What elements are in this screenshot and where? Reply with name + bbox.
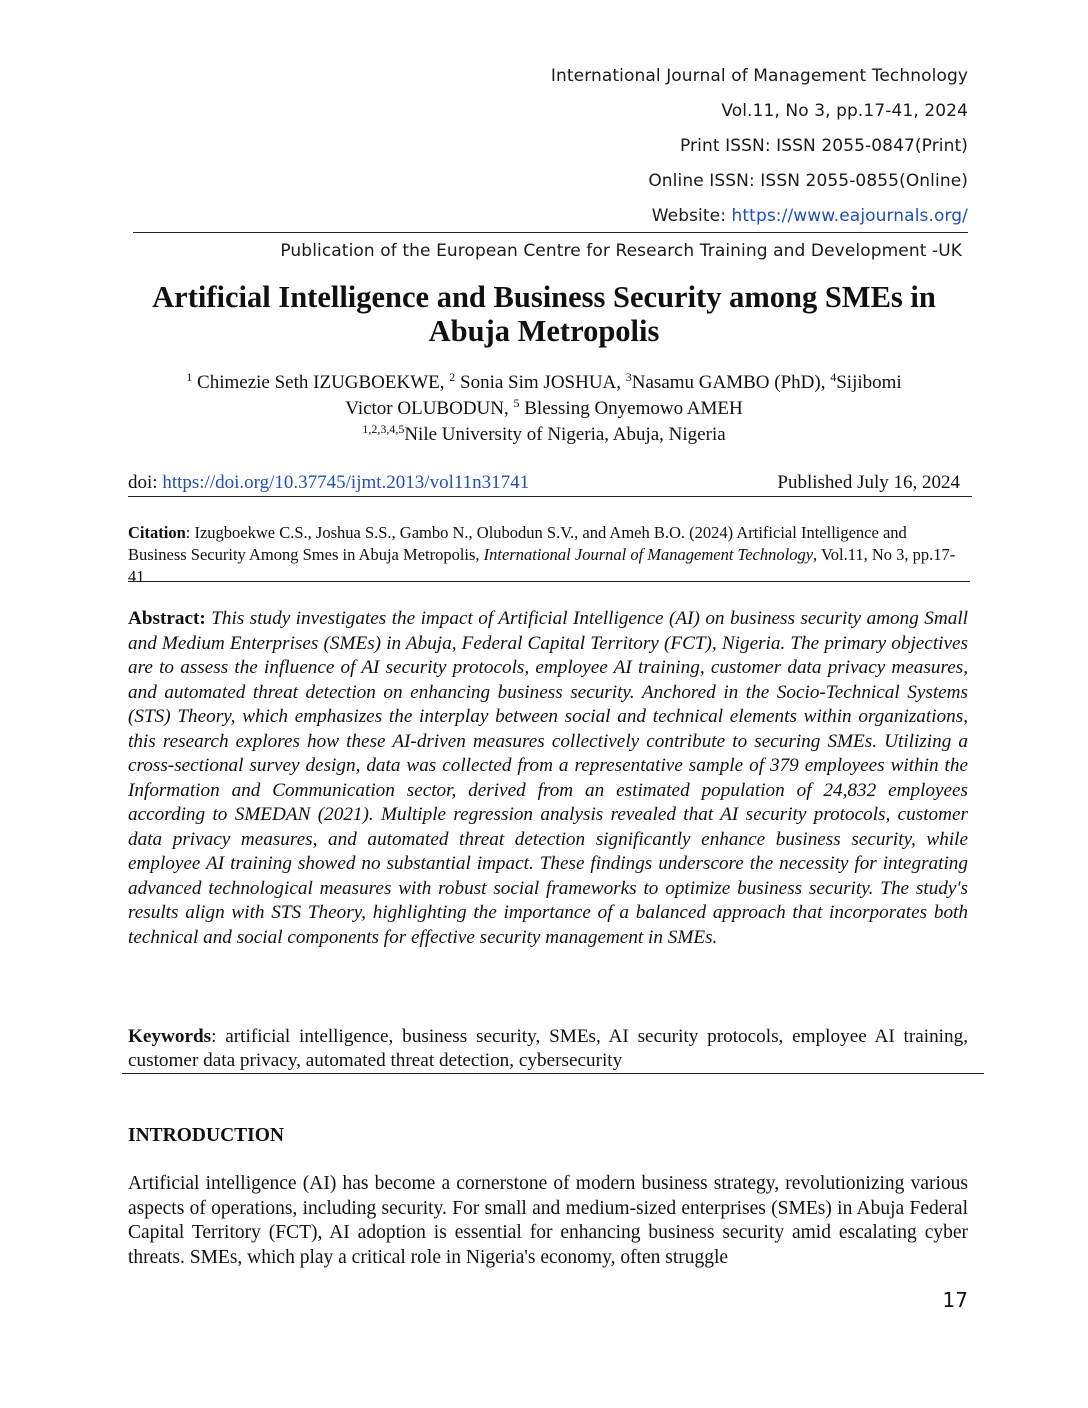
- doi-label: doi:: [128, 472, 163, 493]
- online-issn: Online ISSN: ISSN 2055-0855(Online): [648, 171, 968, 191]
- citation-divider: [128, 581, 970, 582]
- website-line: [652, 206, 968, 226]
- title-line-1: Artificial Intelligence and Business Security among SMEs in: [152, 280, 936, 314]
- author-line-1: [120, 370, 968, 396]
- affiliation: [120, 422, 968, 448]
- volume-info: Vol.11, No 3, pp.17-41, 2024: [721, 101, 968, 121]
- journal-name: International Journal of Management Technology: [550, 66, 968, 86]
- affiliation-sup: 1,2,3,4,5: [362, 422, 405, 436]
- publisher-line: Publication of the European Centre for Research Training and Development -UK: [280, 241, 962, 261]
- doi-divider: [128, 496, 972, 497]
- affiliation-text: Nile University of Nigeria, Abuja, Nigeria: [404, 424, 726, 445]
- doi-link[interactable]: https://doi.org/10.37745/ijmt.2013/vol11n31741: [162, 472, 530, 493]
- doi-line: [128, 472, 960, 494]
- keywords-divider: [122, 1073, 984, 1074]
- intro-paragraph: Artificial intelligence (AI) has become a cornerstone of modern business strategy, revolutionizing various aspects of operations, including security. For small and medium-sized enterprises (SMEs) in Abuja Federal Capital Territory (FCT), AI adoption is essential for enhancing business security amid escalating cyber threats. SMEs, which play a critical role in Nigeria's economy, often struggle: [128, 1173, 968, 1268]
- author-sup: 4: [830, 370, 837, 384]
- author-sup: 1: [186, 370, 193, 384]
- author-name: Sonia Sim JOSHUA,: [455, 372, 626, 393]
- author-name: Blessing Onyemowo AMEH: [519, 398, 743, 419]
- page-number: 17: [942, 1288, 968, 1312]
- author-name: Nasamu GAMBO (PhD),: [631, 372, 831, 393]
- citation-text-end: , Vol.11, No 3, pp.17-41: [128, 545, 956, 586]
- author-name: Victor OLUBODUN,: [345, 398, 514, 419]
- abstract-text: This study investigates the impact of Artificial Intelligence (AI) on business security among Small and Medium Enterprises (SMEs) in Abuja, Federal Capital Territory (FCT), Nigeria. The primary objectives are to assess the influence of AI security protocols, employee AI training, customer data privacy measures, and automated threat detection on enhancing business security. Anchored in the Socio-Technical Systems (STS) Theory, which emphasizes the interplay between social and technical elements within organizations, this research explores how these AI-driven measures collectively contribute to securing SMEs. Utilizing a cross-sectional survey design, data was collected from a representative sample of 379 employees within the Information and Communication sector, derived from an estimated population of 24,832 employees according to SMEDAN (2021). Multiple regression analysis revealed that AI security protocols, customer data privacy measures, and automated threat detection significantly enhance business security, while employee AI training showed no substantial impact. These findings underscore the necessity for integrating advanced technological measures with robust social frameworks to optimize business security. The study's results align with STS Theory, highlighting the importance of a balanced approach that incorporates both technical and social components for effective security management in SMEs.: [128, 608, 968, 948]
- author-name: Chimezie Seth IZUGBOEKWE,: [192, 372, 450, 393]
- section-heading: INTRODUCTION: [128, 1125, 285, 1146]
- citation-text: : Izugboekwe C.S., Joshua S.S., Gambo N., Olubodun S.V., and Ameh B.O. (2024) Artificial Intelligence and Business Security Among Smes in Abuja Metropolis,: [128, 523, 907, 564]
- keywords-text: : artificial intelligence, business security, SMEs, AI security protocols, employee AI training, customer data privacy, automated threat detection, cybersecurity: [128, 1026, 968, 1071]
- author-sup: 2: [449, 370, 456, 384]
- citation-block: [128, 522, 968, 588]
- paper-title: [120, 280, 968, 348]
- abstract-block: [128, 607, 968, 950]
- title-line-2: Abuja Metropolis: [428, 314, 660, 348]
- citation-label: Citation: [128, 523, 186, 542]
- website-label: Website:: [651, 206, 732, 226]
- print-issn: Print ISSN: ISSN 2055-0847(Print): [680, 136, 968, 156]
- author-sup: 3: [625, 370, 632, 384]
- keywords-label: Keywords: [128, 1026, 212, 1047]
- website-link[interactable]: https://www.eajournals.org/: [731, 206, 968, 226]
- published-date: Published July 16, 2024: [777, 472, 960, 493]
- author-name: Sijibomi: [836, 372, 902, 393]
- abstract-label: Abstract:: [128, 608, 206, 629]
- citation-journal: International Journal of Management Technology: [483, 545, 814, 564]
- keywords-block: [128, 1025, 968, 1073]
- author-line-2: [120, 396, 968, 422]
- header-divider: [133, 232, 968, 233]
- author-sup: 5: [513, 396, 520, 410]
- author-list: [120, 370, 968, 448]
